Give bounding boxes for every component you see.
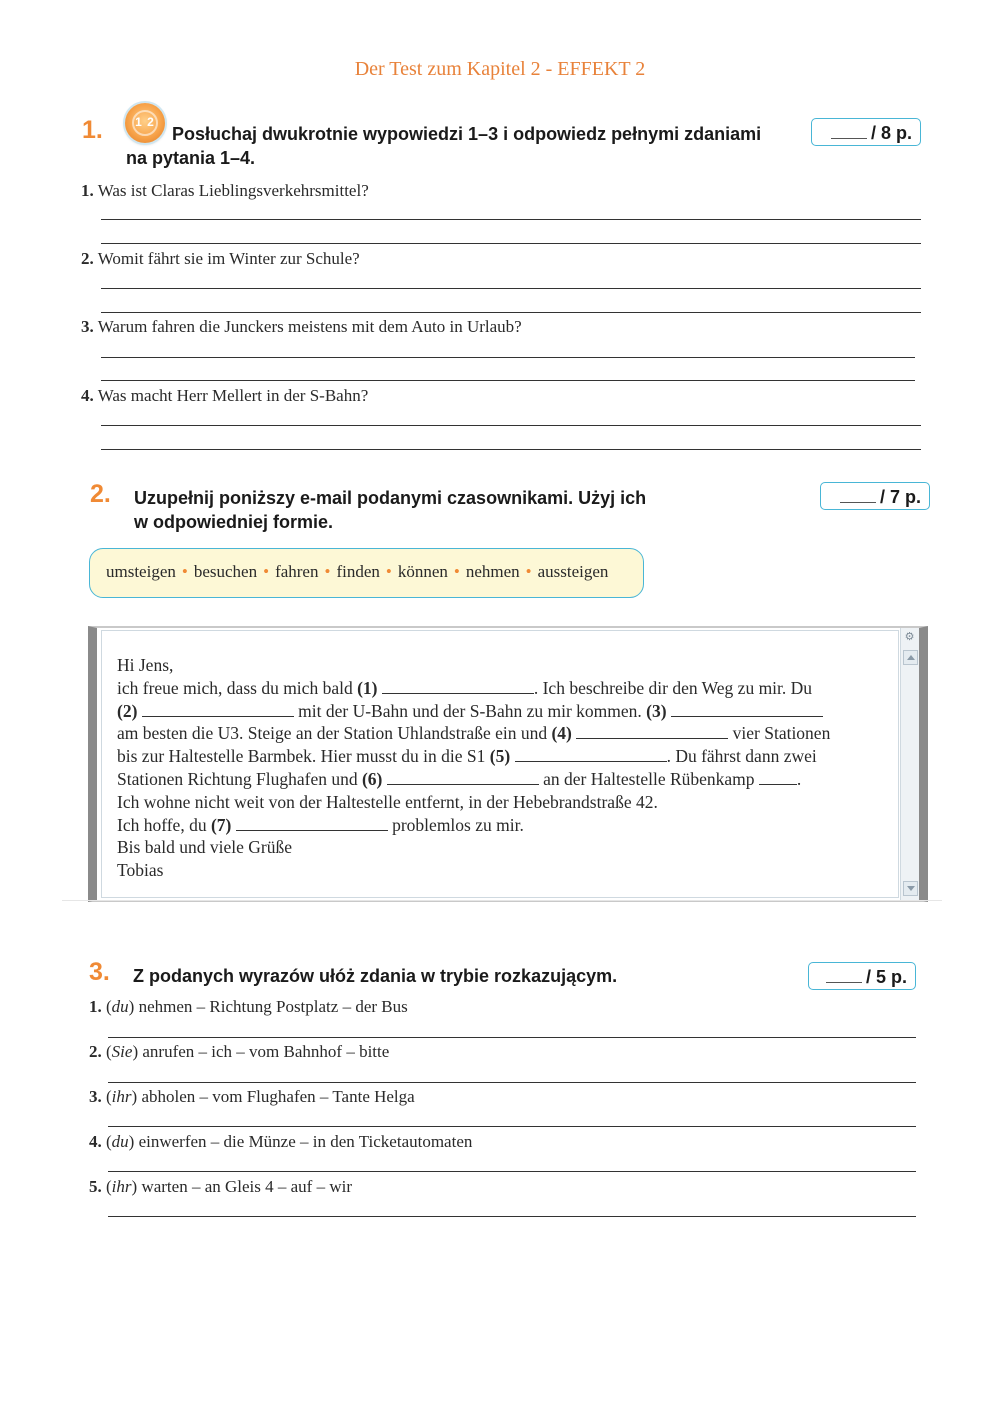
exercise-2-points-box[interactable] [820, 482, 930, 510]
word-bank-item: nehmen [465, 562, 520, 581]
exercise-1-number: 1. [82, 116, 103, 144]
item-number: 1. [89, 997, 102, 1016]
email-line [117, 677, 887, 700]
question-text: Was macht Herr Mellert in der S-Bahn? [97, 386, 369, 405]
email-text-segment: bis zur Haltestelle Barmbek. Hier musst du in die S1 [117, 746, 486, 767]
item-text: warten – an Gleis 4 – auf – wir [141, 1177, 352, 1196]
word-bank-item: finden [336, 562, 380, 581]
item-number: 5. [89, 1177, 102, 1196]
question-text: Was ist Claras Lieblingsverkehrsmittel? [97, 181, 369, 200]
exercise-1-instruction-line1: Posłuchaj dwukrotnie wypowiedzi 1–3 i odpowiedz pełnymi zdaniami [172, 124, 762, 144]
gap-number: (6) [361, 768, 383, 789]
question-number: 4. [81, 386, 94, 405]
word-bank-item: aussteigen [537, 562, 609, 581]
item-number: 4. [89, 1132, 102, 1151]
answer-line[interactable] [101, 449, 921, 450]
bullet-icon: • [385, 562, 392, 581]
email-line [117, 722, 887, 745]
item-text: abholen – vom Flughafen – Tante Helga [141, 1087, 415, 1106]
word-bank [89, 548, 644, 598]
question-number: 1. [81, 181, 94, 200]
email-line [117, 768, 887, 791]
arrow-down-icon [907, 886, 915, 891]
exercise-2-number: 2. [90, 480, 111, 508]
ex1-question-3 [81, 317, 522, 337]
answer-line[interactable] [108, 1037, 916, 1038]
ex3-item-3: 3. (ihr) abholen – vom Flughafen – Tante Helga [89, 1087, 415, 1106]
points-blank[interactable] [831, 124, 867, 139]
email-text-segment: . Ich beschreibe dir den Weg zu mir. Du [533, 677, 813, 698]
scroll-down-button[interactable] [903, 881, 918, 896]
question-text: Warum fahren die Junckers meistens mit dem Auto in Urlaub? [97, 317, 522, 336]
item-text: nehmen – Richtung Postplatz – der Bus [138, 997, 408, 1016]
ex3-item-5: 5. (ihr) warten – an Gleis 4 – auf – wir [89, 1177, 352, 1196]
gap-2-blank[interactable] [142, 702, 294, 717]
bullet-icon: • [453, 562, 460, 581]
item-pronoun: Sie [111, 1042, 133, 1061]
email-text [117, 654, 887, 882]
ex1-question-4 [81, 386, 368, 406]
email-text-segment: Ich hoffe, du [117, 814, 207, 835]
email-text-segment: ich freue mich, dass du mich bald [117, 677, 353, 698]
item-text: einwerfen – die Münze – in den Ticketautomaten [138, 1132, 473, 1151]
exercise-2-instruction-line1: Uzupełnij poniższy e-mail podanymi czasownikami. Użyj ich [134, 488, 647, 508]
item-number: 3. [89, 1087, 102, 1106]
word-bank-item: können [397, 562, 448, 581]
gap-number: (2) [117, 700, 138, 721]
email-closing: Bis bald und viele Grüße [117, 837, 292, 858]
cd-track-label: 1 2 [135, 115, 155, 129]
answer-line[interactable] [101, 380, 915, 381]
email-text-segment: vier Stationen [732, 723, 831, 744]
email-signature: Tobias [117, 860, 164, 881]
gap-number: (1) [357, 677, 378, 698]
exercise-3-points: / 5 p. [865, 967, 907, 987]
answer-line[interactable] [101, 425, 921, 426]
exercise-3-points-box[interactable] [808, 962, 916, 990]
exercise-2-instruction-line2: w odpowiedniej formie. [134, 512, 334, 532]
answer-line[interactable] [108, 1216, 916, 1217]
bullet-icon: • [181, 562, 188, 581]
email-line: Ich wohne nicht weit von der Haltestelle entfernt, in der Hebebrandstraße 42. [117, 791, 658, 812]
ex1-question-2 [81, 249, 360, 269]
item-pronoun: ihr [111, 1177, 132, 1196]
gap-number: (5) [489, 746, 511, 767]
bullet-icon: • [324, 562, 331, 581]
settings-icon[interactable]: ⚙ [904, 631, 915, 643]
answer-line[interactable] [108, 1171, 916, 1172]
bullet-icon: • [525, 562, 532, 581]
gap-number: (4) [551, 723, 572, 744]
item-pronoun: du [111, 997, 129, 1016]
item-pronoun: du [111, 1132, 129, 1151]
exercise-2-points: / 7 p. [879, 487, 921, 507]
gap-3-blank[interactable] [671, 702, 823, 717]
item-pronoun: ihr [111, 1087, 132, 1106]
answer-line[interactable] [101, 219, 921, 220]
question-number: 3. [81, 317, 94, 336]
ex3-item-2: 2. (Sie) anrufen – ich – vom Bahnhof – bitte [89, 1042, 390, 1061]
item-number: 2. [89, 1042, 102, 1061]
answer-line[interactable] [101, 288, 921, 289]
word-bank-item: umsteigen [106, 562, 176, 581]
exercise-1-points-box[interactable] [811, 118, 921, 146]
gap-number: (3) [646, 700, 667, 721]
gap-1-blank[interactable] [382, 679, 534, 694]
gap-extra-blank[interactable] [759, 770, 797, 785]
arrow-up-icon [907, 655, 915, 660]
ex1-question-1 [81, 181, 369, 201]
email-scrollbar[interactable] [900, 628, 919, 900]
item-text: anrufen – ich – vom Bahnhof – bitte [142, 1042, 390, 1061]
exercise-1-instruction-line2: na pytania 1–4. [126, 148, 256, 168]
email-greeting: Hi Jens, [117, 655, 174, 675]
scroll-up-button[interactable] [903, 650, 918, 665]
email-text-segment: am besten die U3. Steige an der Station Uhlandstraße ein und [117, 723, 548, 744]
gap-number: (7) [210, 814, 232, 835]
email-text-segment: mit der U-Bahn und der S-Bahn zu mir kommen. [298, 700, 642, 721]
points-blank[interactable] [826, 968, 862, 983]
bullet-icon: • [263, 562, 270, 581]
email-text-segment: . [796, 768, 802, 789]
exercise-3-instruction: Z podanych wyrazów ułóż zdania w trybie rozkazującym. [133, 966, 618, 986]
word-bank-item: fahren [275, 562, 319, 581]
points-blank[interactable] [840, 488, 876, 503]
email-line [117, 814, 887, 837]
email-line [117, 745, 887, 768]
answer-line[interactable] [101, 312, 921, 313]
exercise-1-points: / 8 p. [870, 123, 912, 143]
email-text-segment: an der Haltestelle Rübenkamp [543, 768, 755, 789]
email-line [117, 700, 887, 723]
question-text: Womit fährt sie im Winter zur Schule? [97, 249, 360, 268]
exercise-3-number: 3. [89, 958, 110, 986]
ex3-item-1: 1. (du) nehmen – Richtung Postplatz – der Bus [89, 997, 408, 1016]
gap-7-blank[interactable] [236, 816, 388, 831]
gap-5-blank[interactable] [515, 747, 667, 762]
answer-line[interactable] [108, 1082, 916, 1083]
answer-line[interactable] [101, 243, 921, 244]
answer-line[interactable] [108, 1126, 916, 1127]
document-title: Der Test zum Kapitel 2 - EFFEKT 2 [354, 58, 646, 80]
answer-line[interactable] [101, 357, 915, 358]
word-bank-list [106, 562, 608, 582]
ex3-item-4: 4. (du) einwerfen – die Münze – in den Ticketautomaten [89, 1132, 473, 1151]
gap-6-blank[interactable] [387, 770, 539, 785]
email-text-segment: Stationen Richtung Flughafen und [117, 768, 358, 789]
audio-cd-icon[interactable] [125, 103, 165, 143]
divider [62, 900, 942, 901]
email-text-segment: . Du fährst dann zwei [666, 746, 817, 767]
gap-4-blank[interactable] [576, 724, 728, 739]
word-bank-item: besuchen [193, 562, 258, 581]
question-number: 2. [81, 249, 94, 268]
email-text-segment: problemlos zu mir. [392, 814, 524, 835]
